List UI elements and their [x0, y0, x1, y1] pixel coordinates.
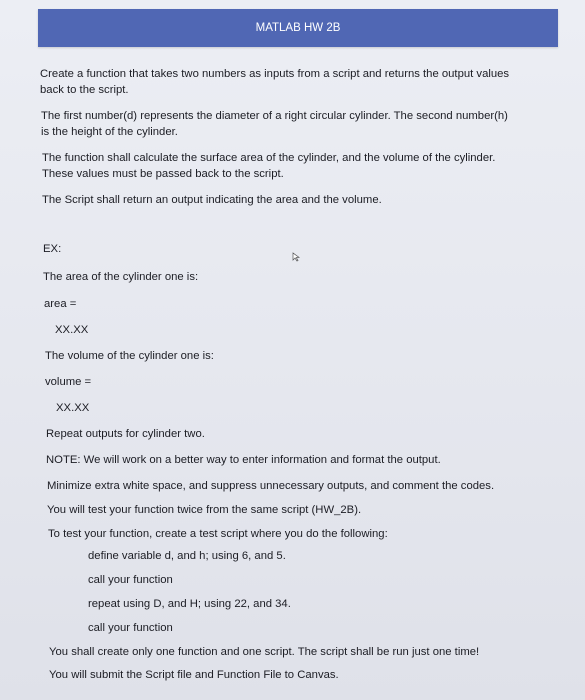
step-2: call your function: [88, 574, 173, 586]
repeat-outputs: Repeat outputs for cylinder two.: [46, 428, 205, 440]
test-twice-line: You will test your function twice from the same script (HW_2B).: [47, 504, 362, 516]
paragraph-2-line-2: is the height of the cylinder.: [41, 126, 178, 138]
volume-value: XX.XX: [56, 402, 90, 414]
minimize-line: Minimize extra white space, and suppress unnecessary outputs, and comment the codes.: [47, 480, 495, 492]
test-intro-line: To test your function, create a test script where you do the following:: [48, 528, 388, 540]
submit-line: You will submit the Script file and Function File to Canvas.: [49, 669, 339, 681]
paragraph-3-line-2: These values must be passed back to the script.: [42, 168, 284, 180]
step-3: repeat using D, and H; using 22, and 34.: [88, 598, 291, 610]
mouse-pointer-icon: [292, 252, 302, 262]
title-bar: [38, 9, 558, 47]
paragraph-1-line-2: back to the script.: [40, 84, 129, 96]
create-only-line: You shall create only one function and one script. The script shall be run just one time!: [49, 646, 480, 658]
paragraph-3-line-1: The function shall calculate the surface area of the cylinder, and the volume of the cylinder.: [42, 152, 496, 164]
area-value: XX.XX: [55, 324, 89, 336]
paragraph-2-line-1: The first number(d) represents the diameter of a right circular cylinder. The second number(h): [41, 110, 508, 122]
note-line: NOTE: We will work on a better way to enter information and format the output.: [46, 454, 441, 466]
volume-intro: The volume of the cylinder one is:: [45, 350, 214, 362]
step-1: define variable d, and h; using 6, and 5.: [88, 550, 286, 562]
volume-variable: volume =: [45, 376, 92, 388]
step-4: call your function: [88, 622, 173, 634]
page-title: MATLAB HW 2B: [255, 22, 341, 34]
example-label: EX:: [43, 243, 62, 255]
area-intro: The area of the cylinder one is:: [43, 271, 199, 283]
paragraph-4-line-1: The Script shall return an output indicating the area and the volume.: [42, 194, 382, 206]
paragraph-1-line-1: Create a function that takes two numbers as inputs from a script and returns the output values: [40, 68, 510, 80]
area-variable: area =: [44, 298, 77, 310]
